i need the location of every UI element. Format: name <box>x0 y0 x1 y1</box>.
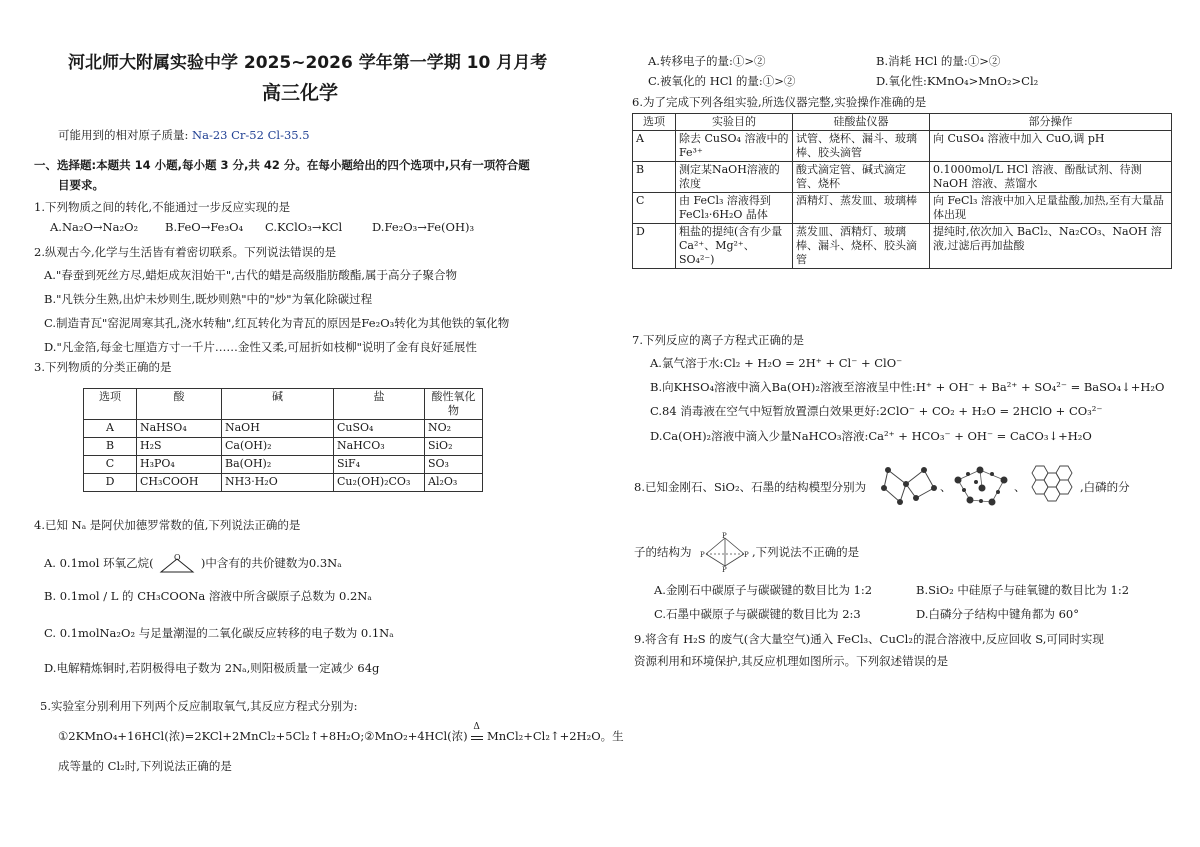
q8-option-c: C.石墨中碳原子与碳碳键的数目比为 2:3 <box>654 607 861 621</box>
table-header-cell: 酸性氧化物 <box>425 389 483 420</box>
q2-option-c: C.制造青瓦"窑泥周寒其孔,浇水转釉",红瓦转化为青瓦的原因是Fe₂O₃转化为其他铁的氧化物 <box>44 316 510 330</box>
q8-separator-1: 、 <box>940 480 952 494</box>
table-cell: C <box>633 193 676 224</box>
table-header-cell: 酸 <box>137 389 222 420</box>
atomic-mass-values: Na-23 Cr-52 Cl-35.5 <box>192 128 310 142</box>
q2-option-a: A."春蚕到死丝方尽,蜡炬成灰泪始干",古代的蜡是高级脂肪酸酯,属于高分子聚合物 <box>44 268 458 282</box>
q5-stem: 5.实验室分别利用下列两个反应制取氧气,其反应方程式分别为: <box>40 699 358 713</box>
q8-stem-line2-pre: 子的结构为 <box>634 545 692 559</box>
q7-option-c: C.84 消毒液在空气中短暂放置漂白效果更好:2ClO⁻ + CO₂ + H₂O = 2HClO + CO₃²⁻ <box>650 404 1103 418</box>
p-atom-label: P <box>722 566 727 572</box>
table-cell: Ca(OH)₂ <box>222 438 334 456</box>
table-header-cell: 盐 <box>334 389 425 420</box>
q4-option-c: C. 0.1molNa₂O₂ 与足量潮湿的二氧化碳反应转移的电子数为 0.1Nₐ <box>44 626 394 640</box>
q8-stem-post: ,白磷的分 <box>1080 480 1130 494</box>
table-cell: SiF₄ <box>334 456 425 474</box>
q1-option-d: D.Fe₂O₃→Fe(OH)₃ <box>372 220 475 234</box>
q8-stem-line2-post: ,下列说法不正确的是 <box>752 545 860 559</box>
q2-option-d: D."凡金箔,每金七厘造方寸一千片……金性又柔,可屈折如枝柳"说明了金有良好延展性 <box>44 340 477 354</box>
table-row <box>633 224 1172 269</box>
q5-equation-post: MnCl₂+Cl₂↑+2H₂O。生 <box>486 729 624 743</box>
double-bar <box>471 736 483 740</box>
p-atom-label: P <box>744 551 749 559</box>
q7-option-b: B.向KHSO₄溶液中滴入Ba(OH)₂溶液至溶液呈中性:H⁺ + OH⁻ + Ba²⁺ + SO₄²⁻ = BaSO₄↓+H₂O <box>650 380 1165 394</box>
table-cell: 向 CuSO₄ 溶液中加入 CuO,调 pH <box>930 131 1172 162</box>
q5-option-c: C.被氧化的 HCl 的量:①>② <box>648 74 796 88</box>
table-row <box>633 193 1172 224</box>
table-row <box>633 131 1172 162</box>
table-cell: A <box>633 131 676 162</box>
q8-option-b: B.SiO₂ 中硅原子与硅氧键的数目比为 1:2 <box>916 583 1130 597</box>
table-cell: NO₂ <box>425 420 483 438</box>
q5-option-d: D.氧化性:KMnO₄>MnO₂>Cl₂ <box>876 74 1039 88</box>
table-cell: NaHCO₃ <box>334 438 425 456</box>
atomic-mass-label: 可能用到的相对原子质量: <box>58 128 189 142</box>
sio2-structure-icon <box>950 460 1014 510</box>
q8-option-a: A.金刚石中碳原子与碳碳键的数目比为 1:2 <box>654 583 873 597</box>
table-cell: Al₂O₃ <box>425 474 483 492</box>
table-cell: 向 FeCl₃ 溶液中加入足量盐酸,加热,至有大量晶体出现 <box>930 193 1172 224</box>
table-cell: CH₃COOH <box>137 474 222 492</box>
q4-stem: 4.已知 Nₐ 是阿伏加德罗常数的值,下列说法正确的是 <box>34 518 301 532</box>
p-atom-label: P <box>700 551 705 559</box>
table-cell: A <box>84 420 137 438</box>
q5-equation-line <box>58 722 624 744</box>
table-header-cell: 部分操作 <box>930 114 1172 131</box>
q4-option-a <box>44 553 342 575</box>
q4-option-a-post: )中含有的共价键数为0.3Nₐ <box>200 556 342 570</box>
q2-option-b: B."凡铁分生熟,出炉未炒则生,既炒则熟"中的"炒"为氧化除碳过程 <box>44 292 373 306</box>
q5-option-a: A.转移电子的量:①>② <box>648 54 766 68</box>
q5-stem-cont: 成等量的 Cl₂时,下列说法正确的是 <box>58 759 232 773</box>
table-cell: 粗盐的提纯(含有少量 Ca²⁺、Mg²⁺、SO₄²⁻) <box>676 224 793 269</box>
q4-option-a-pre: A. 0.1mol 环氧乙烷( <box>44 556 154 570</box>
table-cell: 测定某NaOH溶液的浓度 <box>676 162 793 193</box>
q7-stem: 7.下列反应的离子方程式正确的是 <box>632 333 804 347</box>
table-header-cell: 实验目的 <box>676 114 793 131</box>
table-cell: 试管、烧杯、漏斗、玻璃棒、胶头滴管 <box>793 131 930 162</box>
q4-option-d: D.电解精炼铜时,若阴极得电子数为 2Nₐ,则阳极质量一定减少 64g <box>44 661 380 675</box>
table-cell: NaOH <box>222 420 334 438</box>
q1-option-c: C.KClO₃→KCl <box>265 220 343 234</box>
table-cell: Cu₂(OH)₂CO₃ <box>334 474 425 492</box>
q8-option-d: D.白磷分子结构中键角都为 60° <box>916 607 1080 621</box>
table-header-cell: 选项 <box>84 389 137 420</box>
table-cell: B <box>633 162 676 193</box>
table-row <box>84 420 483 438</box>
table-cell: D <box>633 224 676 269</box>
q3-stem: 3.下列物质的分类正确的是 <box>34 360 172 374</box>
q6-table <box>632 113 1172 269</box>
q1-option-b: B.FeO→Fe₃O₄ <box>165 220 244 234</box>
table-cell: SO₃ <box>425 456 483 474</box>
atomic-mass-line <box>58 128 310 143</box>
table-cell: CuSO₄ <box>334 420 425 438</box>
epoxide-ring-icon <box>157 553 197 575</box>
q3-table <box>83 388 483 492</box>
q7-option-a: A.氯气溶于水:Cl₂ + H₂O = 2H⁺ + Cl⁻ + ClO⁻ <box>650 356 903 370</box>
q5-equation-pre: ①2KMnO₄+16HCl(浓)=2KCl+2MnCl₂+5Cl₂↑+8H₂O;②MnO₂+4HCl(浓) <box>58 729 468 743</box>
table-cell: H₃PO₄ <box>137 456 222 474</box>
table-cell: SiO₂ <box>425 438 483 456</box>
table-cell: NH3·H₂O <box>222 474 334 492</box>
table-row <box>84 438 483 456</box>
table-row <box>84 474 483 492</box>
p-atom-label: P <box>722 532 727 540</box>
q8-stem-pre: 8.已知金刚石、SiO₂、石墨的结构模型分别为 <box>634 480 867 494</box>
table-header-row <box>633 114 1172 131</box>
table-cell: 0.1000mol/L HCl 溶液、酚酞试剂、待测 NaOH 溶液、蒸馏水 <box>930 162 1172 193</box>
table-cell: H₂S <box>137 438 222 456</box>
q9-stem-cont: 资源利用和环境保护,其反应机理如图所示。下列叙述错误的是 <box>634 654 949 668</box>
table-cell: Ba(OH)₂ <box>222 456 334 474</box>
heat-equals-sign <box>471 722 483 740</box>
q4-option-b: B. 0.1mol / L 的 CH₃COONa 溶液中所含碳原子总数为 0.2Nₐ <box>44 589 372 603</box>
table-cell: 由 FeCl₃ 溶液得到 FeCl₃·6H₂O 晶体 <box>676 193 793 224</box>
q5-option-b: B.消耗 HCl 的量:①>② <box>876 54 1001 68</box>
q7-option-d: D.Ca(OH)₂溶液中滴入少量NaHCO₃溶液:Ca²⁺ + HCO₃⁻ + OH⁻ = CaCO₃↓+H₂O <box>650 429 1092 443</box>
section1-heading: 一、选择题:本题共 14 小题,每小题 3 分,共 42 分。在每小题给出的四个选项中,只有一项符合题 <box>34 158 530 172</box>
exam-subtitle: 高三化学 <box>262 82 339 104</box>
q1-stem: 1.下列物质之间的转化,不能通过一步反应实现的是 <box>34 200 291 214</box>
table-cell: 除去 CuSO₄ 溶液中的 Fe³⁺ <box>676 131 793 162</box>
table-row <box>84 456 483 474</box>
table-header-cell: 选项 <box>633 114 676 131</box>
table-cell: C <box>84 456 137 474</box>
table-cell: 酸式滴定管、碱式滴定管、烧杯 <box>793 162 930 193</box>
table-row <box>633 162 1172 193</box>
table-header-row <box>84 389 483 420</box>
table-cell: B <box>84 438 137 456</box>
table-cell: 蒸发皿、酒精灯、玻璃棒、漏斗、烧杯、胶头滴管 <box>793 224 930 269</box>
section1-heading-cont: 目要求。 <box>58 178 104 192</box>
epoxide-oxygen-label: O <box>174 553 181 562</box>
table-cell: D <box>84 474 137 492</box>
q9-stem: 9.将含有 H₂S 的废气(含大量空气)通入 FeCl₃、CuCl₂的混合溶液中,反应回收 S,可同时实现 <box>634 632 1104 646</box>
table-header-cell: 硅酸盐仪器 <box>793 114 930 131</box>
exam-title: 河北师大附属实验中学 2025~2026 学年第一学期 10 月月考 <box>68 53 548 73</box>
white-phosphorus-structure-icon <box>700 532 750 572</box>
q8-separator-2: 、 <box>1014 480 1026 494</box>
diamond-structure-icon <box>878 462 940 510</box>
table-cell: 提纯时,依次加入 BaCl₂、Na₂CO₃、NaOH 溶液,过滤后再加盐酸 <box>930 224 1172 269</box>
q1-option-a: A.Na₂O→Na₂O₂ <box>50 220 139 234</box>
q2-stem: 2.纵观古今,化学与生活皆有着密切联系。下列说法错误的是 <box>34 245 337 259</box>
table-cell: 酒精灯、蒸发皿、玻璃棒 <box>793 193 930 224</box>
heat-delta-symbol: Δ <box>473 722 480 732</box>
table-cell: NaHSO₄ <box>137 420 222 438</box>
table-header-cell: 碱 <box>222 389 334 420</box>
q6-stem: 6.为了完成下列各组实验,所选仪器完整,实验操作准确的是 <box>632 95 927 109</box>
graphite-structure-icon <box>1022 460 1078 508</box>
